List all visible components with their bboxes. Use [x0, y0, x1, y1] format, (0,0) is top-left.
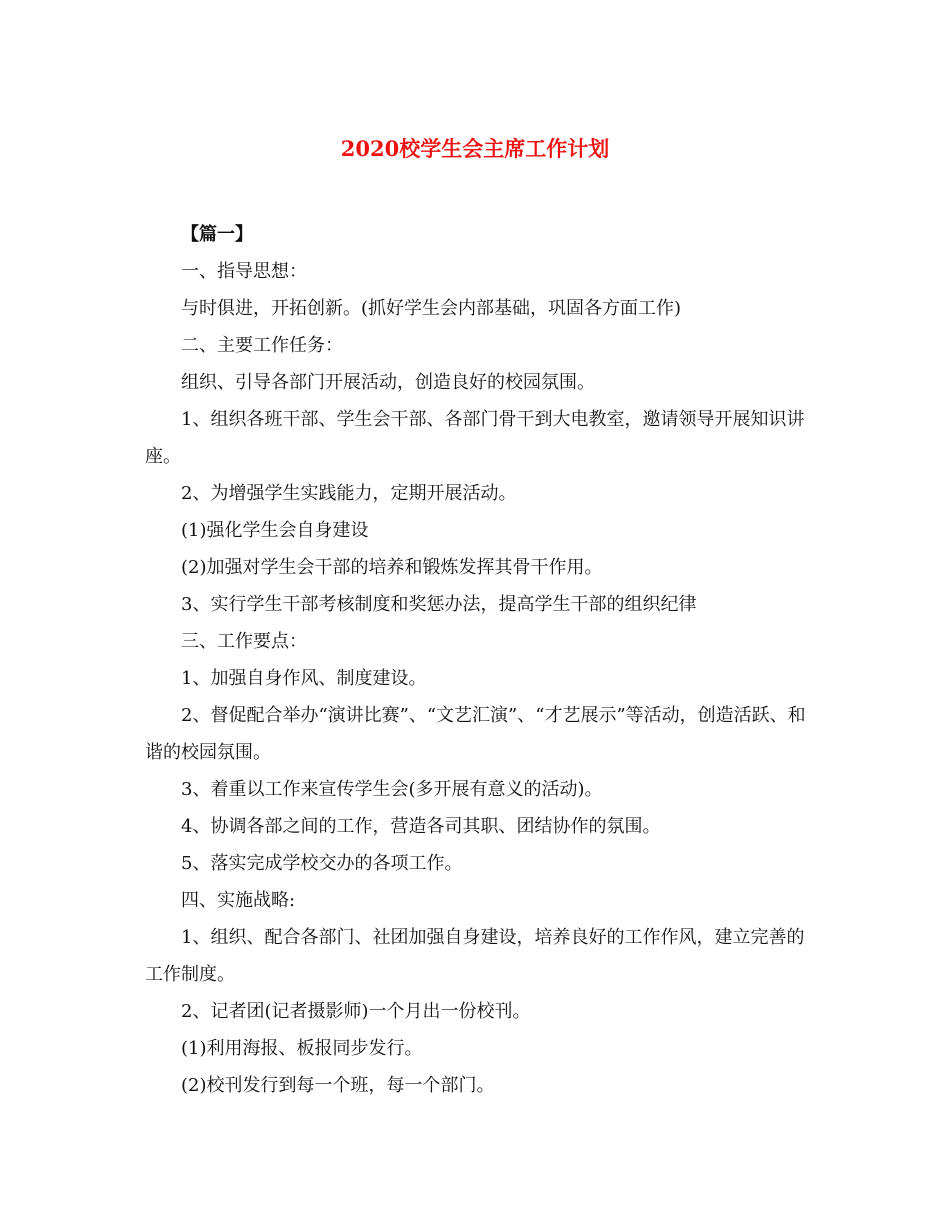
- paragraph: 组织、引导各部门开展活动，创造良好的校园氛围。: [181, 372, 595, 393]
- paragraph: 1、组织、配合各部门、社团加强自身建设，培养良好的工作作风，建立完善的工作制度。: [145, 927, 805, 985]
- paragraph: (1)强化学生会自身建设: [181, 520, 369, 541]
- document-title: 2020校学生会主席工作计划: [340, 136, 610, 161]
- paragraph: 2、为增强学生实践能力，定期开展活动。: [181, 483, 517, 504]
- heading-implementation-strategy: 四、实施战略:: [181, 890, 296, 911]
- paragraph: (2)加强对学生会干部的培养和锻炼发挥其骨干作用。: [181, 557, 603, 578]
- paragraph: 3、着重以工作来宣传学生会(多开展有意义的活动)。: [181, 779, 603, 800]
- paragraph: 2、记者团(记者摄影师)一个月出一份校刊。: [181, 1001, 531, 1022]
- paragraph: 2、督促配合举办“演讲比赛”、“文艺汇演”、“才艺展示”等活动，创造活跃、和谐的校园氛围。: [145, 705, 806, 763]
- section-label: 【篇一】: [181, 224, 253, 245]
- paragraph: 5、落实完成学校交办的各项工作。: [181, 853, 463, 874]
- paragraph: 与时俱进，开拓创新。(抓好学生会内部基础，巩固各方面工作): [181, 298, 682, 319]
- paragraph: 1、组织各班干部、学生会干部、各部门骨干到大电教室，邀请领导开展知识讲座。: [145, 409, 805, 467]
- heading-guiding-ideology: 一、指导思想：: [181, 261, 307, 282]
- paragraph: (1)利用海报、板报同步发行。: [181, 1038, 423, 1059]
- paragraph: (2)校刊发行到每一个班，每一个部门。: [181, 1075, 495, 1096]
- document-body: [145, 216, 811, 1104]
- heading-work-points: 三、工作要点：: [181, 631, 307, 652]
- paragraph: 3、实行学生干部考核制度和奖惩办法，提高学生干部的组织纪律: [181, 594, 697, 615]
- paragraph: 1、加强自身作风、制度建设。: [181, 668, 427, 689]
- paragraph: 4、协调各部之间的工作，营造各司其职、团结协作的氛围。: [181, 816, 661, 837]
- heading-main-tasks: 二、主要工作任务：: [181, 335, 343, 356]
